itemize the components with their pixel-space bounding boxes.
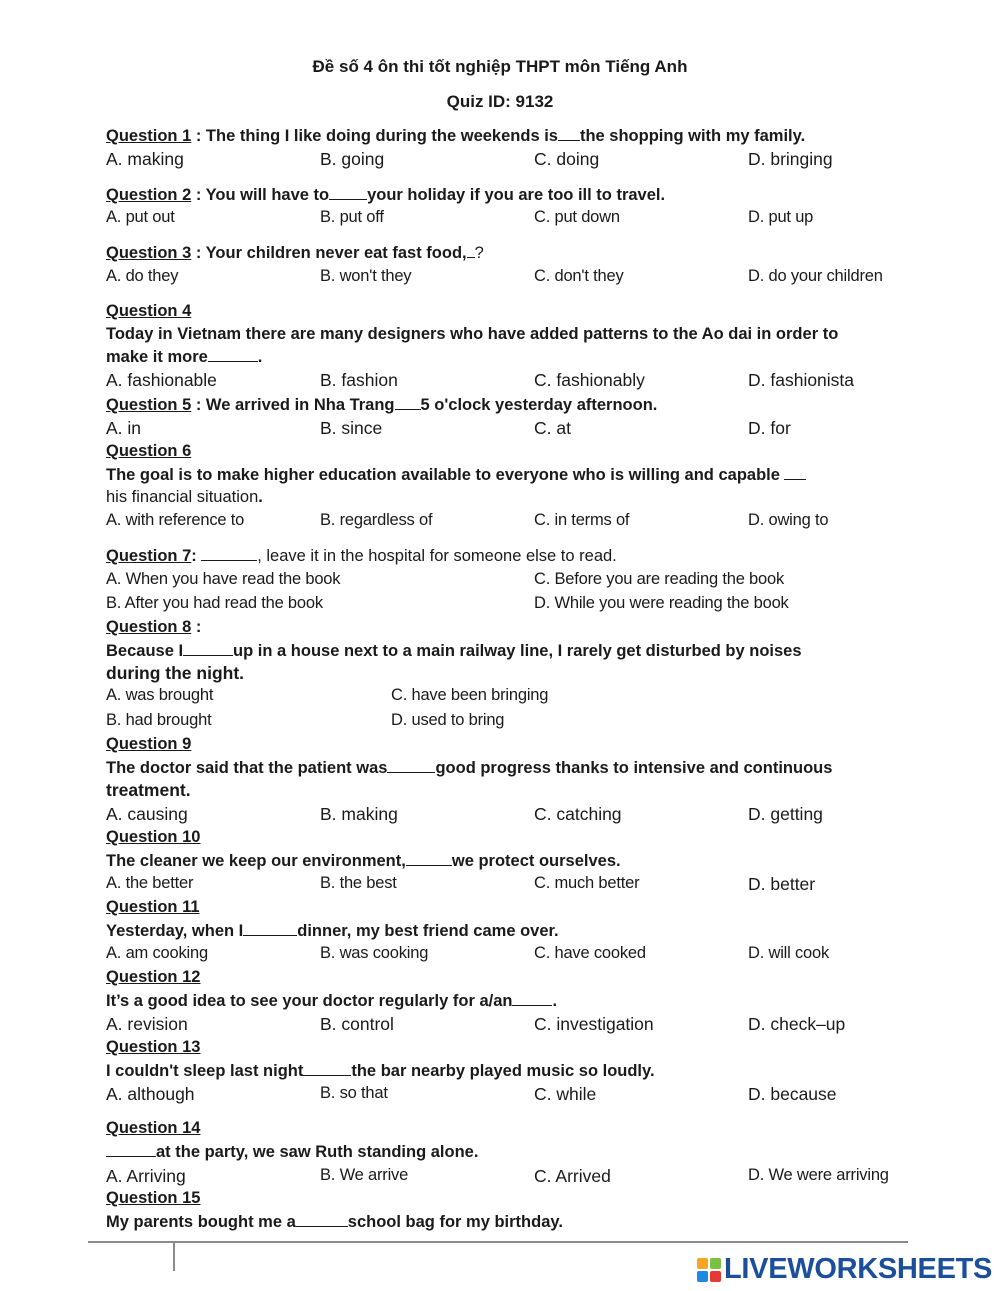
option-b[interactable]: B. since: [320, 418, 383, 438]
answer-blank[interactable]: [784, 465, 806, 480]
option-d[interactable]: D. getting: [748, 804, 823, 824]
option-c[interactable]: C. Arrived: [534, 1166, 611, 1186]
question-12-label: Question 12: [106, 968, 201, 986]
option-b[interactable]: B. We arrive: [320, 1166, 409, 1184]
question-text: The goal is to make higher education available to everyone who is willing and capable: [106, 466, 780, 484]
option-d[interactable]: D. will cook: [748, 944, 830, 962]
option-a[interactable]: A. in: [106, 418, 142, 438]
question-7-stem: [106, 546, 617, 566]
question-text: It’s a good idea to see your doctor regularly for a/an: [106, 992, 513, 1010]
option-d[interactable]: D. better: [748, 874, 816, 894]
option-d[interactable]: D. because: [748, 1084, 837, 1104]
question-label: Question 1: [106, 127, 192, 145]
question-text: Yesterday, when I: [106, 922, 244, 940]
question-text: , leave it in the hospital for someone else to read.: [257, 547, 617, 565]
question-text: I couldn't sleep last night: [106, 1062, 304, 1080]
question-text: during the night.: [106, 663, 245, 683]
answer-blank[interactable]: [329, 185, 367, 200]
question-5-stem: [106, 395, 657, 415]
option-a[interactable]: A. do they: [106, 267, 179, 285]
logo-text: LIVEWORKSHEETS: [724, 1253, 993, 1285]
question-12-stem: [106, 991, 557, 1011]
question-text: up in a house next to a main railway line, I rarely get disturbed by noises: [233, 642, 802, 660]
option-a[interactable]: A. fashionable: [106, 370, 217, 390]
option-c[interactable]: C. investigation: [534, 1014, 654, 1034]
question-8-head: [106, 618, 201, 637]
question-text: the bar nearby played music so loudly.: [351, 1062, 655, 1080]
footer-divider-tick: [173, 1243, 175, 1271]
option-b[interactable]: B. won't they: [320, 267, 412, 285]
question-label: Question 5: [106, 396, 192, 414]
question-6-stem: [106, 465, 806, 485]
quiz-id: Quiz ID: 9132: [446, 92, 554, 111]
liveworksheets-logo[interactable]: [697, 1253, 992, 1286]
option-c[interactable]: C. in terms of: [534, 511, 630, 529]
question-text: Today in Vietnam there are many designers who have added patterns to the Ao dai in order to: [106, 325, 839, 343]
option-c[interactable]: C. have been bringing: [391, 686, 549, 704]
question-text: the shopping with my family.: [579, 127, 806, 145]
question-text: .: [552, 992, 558, 1010]
question-10-label: Question 10: [106, 828, 201, 846]
question-text: 5 o'clock yesterday afternoon.: [420, 396, 658, 414]
option-c[interactable]: C. don't they: [534, 267, 624, 285]
option-a[interactable]: A. When you have read the book: [106, 570, 341, 588]
option-a[interactable]: A. with reference to: [106, 511, 245, 529]
answer-blank[interactable]: [558, 126, 580, 141]
option-a[interactable]: A. Arriving: [106, 1166, 186, 1186]
question-text: dinner, my best friend came over.: [297, 922, 559, 940]
question-text: My parents bought me a: [106, 1213, 296, 1231]
logo-icon: [697, 1258, 721, 1282]
option-d[interactable]: D. do your children: [748, 267, 883, 285]
question-text: treatment.: [106, 780, 191, 800]
question-11-label: Question 11: [106, 898, 200, 916]
question-text: : We arrived in Nha Trang: [191, 396, 395, 414]
option-c[interactable]: C. fashionably: [534, 370, 645, 390]
question-label: Question 3: [106, 244, 192, 262]
footer-divider: [88, 1241, 908, 1243]
option-b[interactable]: B. making: [320, 804, 398, 824]
question-label: Question 8: [106, 618, 192, 636]
question-text: make it more: [106, 348, 208, 366]
answer-blank[interactable]: [467, 243, 475, 258]
question-text: your holiday if you are too ill to travel.: [367, 186, 666, 204]
option-d[interactable]: D. check–up: [748, 1014, 846, 1034]
page-title: Đề số 4 ôn thi tốt nghiệp THPT môn Tiếng Anh: [312, 57, 688, 76]
answer-blank[interactable]: [183, 641, 233, 656]
question-text: : Your children never eat fast food,: [191, 244, 467, 262]
option-a[interactable]: A. am cooking: [106, 944, 208, 962]
option-d[interactable]: D. While you were reading the book: [534, 594, 789, 612]
question-text: good progress thanks to intensive and continuous: [435, 759, 833, 777]
question-15-label: Question 15: [106, 1189, 201, 1207]
question-10-stem: [106, 851, 621, 871]
option-b[interactable]: B. After you had read the book: [106, 594, 323, 612]
question-text: Because I: [106, 642, 184, 660]
question-9-stem: [106, 758, 832, 778]
answer-blank[interactable]: [395, 395, 421, 410]
answer-blank[interactable]: [243, 921, 297, 936]
option-a[interactable]: A. the better: [106, 874, 194, 892]
question-text: .: [257, 348, 263, 366]
question-1-stem: [106, 126, 805, 146]
question-14-stem: [106, 1142, 478, 1162]
question-13-label: Question 13: [106, 1038, 201, 1056]
option-b[interactable]: B. going: [320, 149, 385, 169]
question-text: his financial situation: [106, 488, 259, 506]
option-a[interactable]: A. put out: [106, 208, 175, 226]
question-text: :: [191, 547, 197, 565]
question-text: : The thing I like doing during the weekends is: [191, 127, 558, 145]
question-text: The doctor said that the patient was: [106, 759, 388, 777]
option-b[interactable]: B. so that: [320, 1084, 388, 1102]
answer-blank[interactable]: [201, 546, 257, 561]
option-a[interactable]: A. was brought: [106, 686, 214, 704]
option-a[interactable]: A. although: [106, 1084, 195, 1104]
answer-blank[interactable]: [387, 758, 435, 773]
option-b[interactable]: B. was cooking: [320, 944, 429, 962]
question-label: Question 7: [106, 547, 192, 565]
question-9-label: Question 9: [106, 735, 192, 753]
answer-blank[interactable]: [296, 1212, 348, 1227]
question-13-stem: [106, 1061, 655, 1081]
option-c[interactable]: C. at: [534, 418, 571, 438]
option-d[interactable]: D. bringing: [748, 149, 833, 169]
option-d[interactable]: D. put up: [748, 208, 814, 226]
option-b[interactable]: B. the best: [320, 874, 397, 892]
question-8-stem: [106, 641, 802, 661]
option-c[interactable]: C. catching: [534, 804, 622, 824]
option-b[interactable]: B. put off: [320, 208, 384, 226]
question-text: :: [191, 618, 202, 636]
question-text: The cleaner we keep our environment,: [106, 852, 406, 870]
option-a[interactable]: A. causing: [106, 804, 188, 824]
question-3-stem: [106, 243, 484, 263]
answer-blank[interactable]: [406, 851, 452, 866]
question-6-label: Question 6: [106, 442, 192, 460]
option-b[interactable]: B. had brought: [106, 711, 212, 729]
option-c[interactable]: C. put down: [534, 208, 620, 226]
option-b[interactable]: B. fashion: [320, 370, 398, 390]
question-text: we protect ourselves.: [451, 852, 621, 870]
option-a[interactable]: A. revision: [106, 1014, 188, 1034]
option-c[interactable]: C. Before you are reading the book: [534, 570, 785, 588]
answer-blank[interactable]: [303, 1061, 351, 1076]
question-label: Question 2: [106, 186, 192, 204]
answer-blank[interactable]: [106, 1142, 156, 1157]
question-14-label: Question 14: [106, 1119, 201, 1137]
question-text: : You will have to: [191, 186, 330, 204]
question-text: at the party, we saw Ruth standing alone.: [156, 1143, 479, 1161]
option-c[interactable]: C. doing: [534, 149, 600, 169]
option-d[interactable]: D. for: [748, 418, 791, 438]
question-text: .: [258, 488, 263, 506]
option-c[interactable]: C. while: [534, 1084, 597, 1104]
option-b[interactable]: B. control: [320, 1014, 394, 1034]
question-2-stem: [106, 185, 665, 205]
question-6-stem-2: [106, 488, 263, 507]
question-11-stem: [106, 921, 559, 941]
option-b[interactable]: B. regardless of: [320, 511, 433, 529]
question-15-stem: [106, 1212, 563, 1232]
question-4-stem: [106, 347, 262, 367]
answer-blank[interactable]: [512, 991, 552, 1006]
option-c[interactable]: C. have cooked: [534, 944, 646, 962]
question-text: ?: [474, 244, 484, 262]
option-a[interactable]: A. making: [106, 149, 184, 169]
option-d[interactable]: D. We were arriving: [748, 1166, 889, 1184]
question-text: school bag for my birthday.: [347, 1213, 563, 1231]
option-d[interactable]: D. used to bring: [391, 711, 505, 729]
option-c[interactable]: C. much better: [534, 874, 640, 892]
option-d[interactable]: D. fashionista: [748, 370, 855, 390]
question-4-label: Question 4: [106, 302, 192, 320]
option-d[interactable]: D. owing to: [748, 511, 829, 529]
answer-blank[interactable]: [208, 347, 258, 362]
